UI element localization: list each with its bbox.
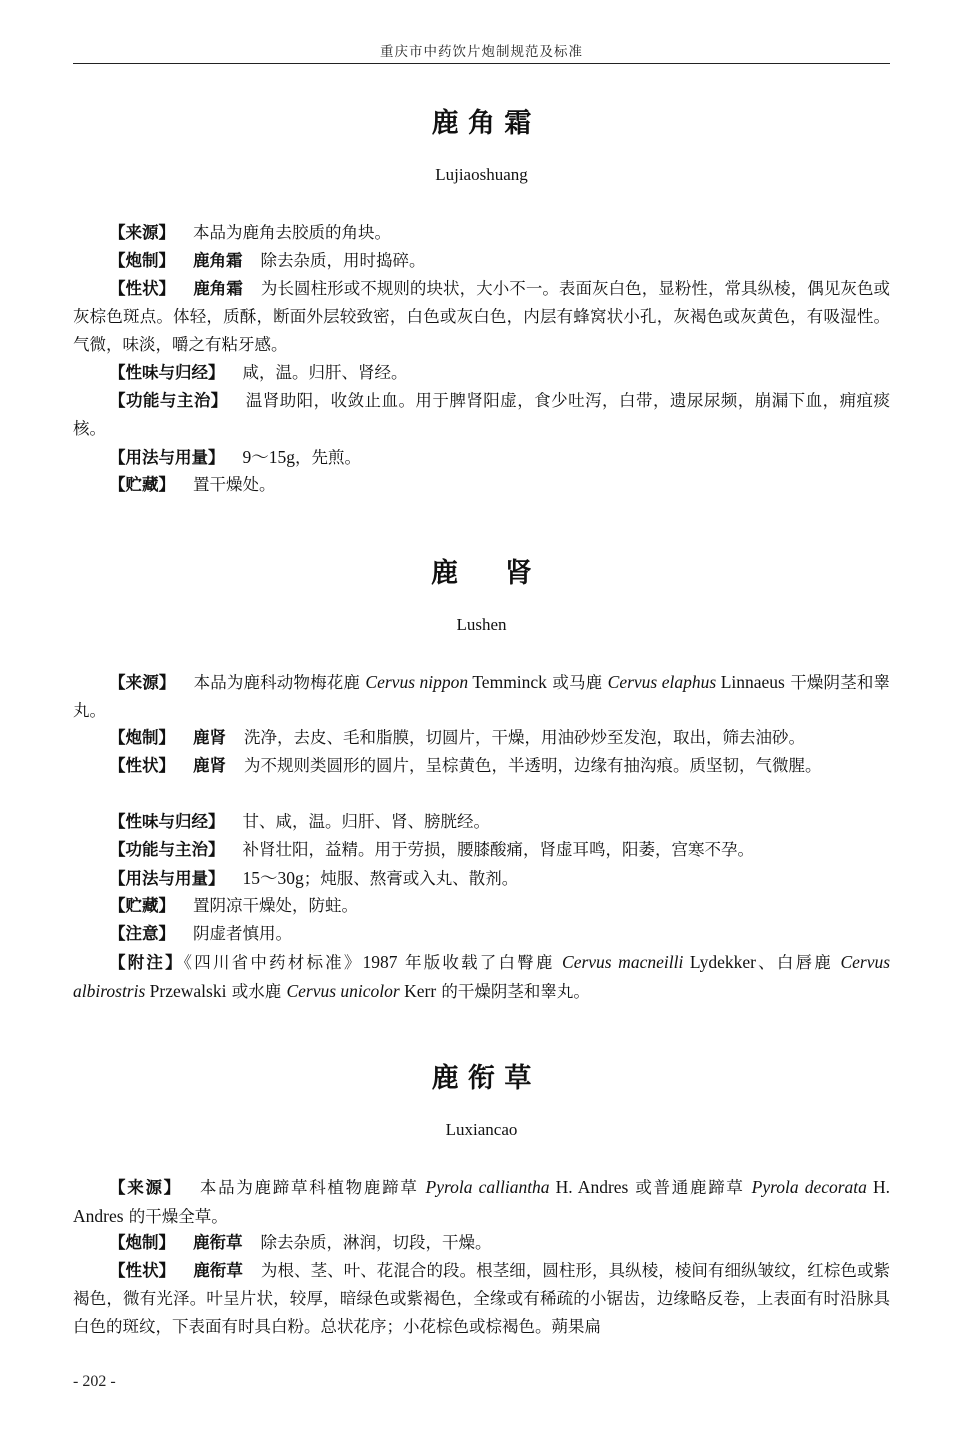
- species-author: Kerr: [399, 981, 437, 1001]
- entry2-source: [73, 668, 890, 725]
- dosage-text: ，先煎。: [295, 448, 361, 467]
- entry-pinyin-lujiaoshuang: Lujiaoshuang: [435, 165, 528, 184]
- note-text-1: 《四川省中药材标准》: [183, 953, 363, 972]
- properties-sub: 鹿肾: [193, 756, 226, 775]
- source-text-1: 本品为鹿科动物梅花鹿: [193, 673, 366, 692]
- entry2-dosage: [73, 864, 890, 893]
- entry2-function: [73, 836, 890, 864]
- processing-sub: 鹿肾: [193, 728, 226, 747]
- storage-text: 置阴凉干燥处，防蛀。: [193, 896, 358, 915]
- nature-text: 咸，温。归肝、肾经。: [242, 363, 408, 382]
- dosage-label: 【用法与用量】: [109, 869, 225, 888]
- function-label: 【功能与主治】: [109, 391, 228, 410]
- dosage-amount: 15～30g: [242, 868, 304, 888]
- species-author: Lydekker: [683, 952, 756, 972]
- function-text: 温肾助阳，收敛止血。用于脾肾阳虚，食少吐泻，白带，遗尿尿频，崩漏下血，痈疽痰核。: [73, 391, 891, 438]
- note-text-5: 的干燥阴茎和睾丸。: [436, 982, 590, 1001]
- dosage-label: 【用法与用量】: [109, 448, 225, 467]
- properties-text: 为根、茎、叶、花混合的段。根茎细，圆柱形，具纵棱，棱间有细纵皱纹，红棕色或紫褐色，微有光泽。叶呈片状，较厚，暗绿色或紫褐色，全缘或有稀疏的小锯齿，边缘略反卷，上表面有时沿脉具白色的斑纹，下表面有时具白粉。总状花序；小花棕色或棕褐色。蒴果扁: [73, 1261, 891, 1336]
- storage-label: 【贮藏】: [109, 896, 175, 915]
- species-name: Cervus albirostris: [73, 952, 891, 1001]
- properties-sub: 鹿角霜: [193, 279, 243, 298]
- properties-sub: 鹿衔草: [193, 1261, 243, 1280]
- entry-title-luxiancao: 鹿 衔 草: [431, 1063, 532, 1094]
- entry-title-lujiaoshuang: 鹿 角 霜: [431, 108, 532, 139]
- entry2-nature: [73, 808, 890, 836]
- source-text-3: 的干燥全草。: [123, 1207, 228, 1226]
- note-year: 1987: [362, 952, 398, 972]
- entry1-function: [73, 387, 890, 443]
- entry3-processing: [73, 1229, 890, 1257]
- entry2-note: [73, 948, 890, 1006]
- nature-label: 【性味与归经】: [109, 812, 225, 831]
- processing-text: 洗净，去皮、毛和脂膜，切圆片，干燥，用油砂炒至发泡，取出，筛去油砂。: [244, 728, 805, 747]
- header-rule: [73, 63, 890, 64]
- entry1-dosage: [73, 443, 890, 472]
- species-author: Przewalski: [145, 981, 227, 1001]
- source-text-1: 本品为鹿蹄草科植物鹿蹄草: [199, 1178, 426, 1197]
- species-author: Temminck: [468, 672, 547, 692]
- processing-sub: 鹿衔草: [193, 1233, 243, 1252]
- properties-label: 【性状】: [109, 756, 175, 775]
- note-text-4: 或水鹿: [226, 982, 287, 1001]
- source-text-2: 或马鹿: [546, 673, 608, 692]
- entry2-properties: [73, 752, 890, 780]
- nature-label: 【性味与归经】: [109, 363, 225, 382]
- species-name: Cervus unicolor: [286, 981, 400, 1001]
- species-name: Cervus elaphus: [607, 672, 717, 692]
- dosage-amount: 9～15g: [242, 447, 295, 467]
- storage-label: 【贮藏】: [109, 475, 175, 494]
- species-name: Pyrola decorata: [751, 1177, 867, 1197]
- species-author: Linnaeus: [716, 672, 785, 692]
- entry1-storage: [73, 471, 890, 499]
- running-header: 重庆市中药饮片炮制规范及标准: [380, 44, 583, 60]
- note-text-3: 、白唇鹿: [755, 953, 841, 972]
- storage-text: 置干燥处。: [193, 475, 276, 494]
- entry1-nature: [73, 359, 890, 387]
- function-label: 【功能与主治】: [109, 840, 225, 859]
- species-name: Pyrola calliantha: [425, 1177, 550, 1197]
- processing-label: 【炮制】: [109, 728, 175, 747]
- function-text: 补肾壮阳，益精。用于劳损，腰膝酸痛，肾虚耳鸣，阳萎，宫寒不孕。: [242, 840, 754, 859]
- species-author: H. Andres: [549, 1177, 629, 1197]
- processing-text: 除去杂质，淋润，切段，干燥。: [260, 1233, 492, 1252]
- page-number: - 202 -: [73, 1373, 116, 1390]
- entry1-processing: [73, 247, 890, 275]
- species-name: Cervus macneilli: [562, 952, 684, 972]
- processing-text: 除去杂质，用时捣碎。: [260, 251, 426, 270]
- source-label: 【来源】: [109, 673, 176, 692]
- properties-label: 【性状】: [109, 1261, 176, 1280]
- note-label: 【附注】: [109, 953, 184, 972]
- entry2-processing: [73, 724, 890, 752]
- entry1-source: [73, 219, 890, 247]
- entry-pinyin-lushen: Lushen: [456, 615, 507, 634]
- dosage-text: ；炖服、熬膏或入丸、散剂。: [303, 869, 519, 888]
- processing-label: 【炮制】: [109, 1233, 175, 1252]
- source-text: 本品为鹿角去胶质的角块。: [193, 223, 391, 242]
- properties-text: 为长圆柱形或不规则的块状，大小不一。表面灰白色，显粉性，常具纵棱，偶见灰色或灰棕色斑点。体轻，质酥，断面外层较致密，白色或灰白色，内层有蜂窝状小孔，灰褐色或灰黄色，有吸湿性。气微，味淡，嚼之有粘牙感。: [73, 279, 891, 354]
- caution-text: 阴虚者慎用。: [193, 924, 292, 943]
- source-label: 【来源】: [109, 1178, 182, 1197]
- source-text-3: 干燥阴茎和睾丸。: [73, 673, 890, 720]
- processing-sub: 鹿角霜: [193, 251, 243, 270]
- species-author: H. Andres: [73, 1177, 891, 1226]
- caution-label: 【注意】: [109, 924, 175, 943]
- entry3-source: [73, 1173, 890, 1231]
- properties-text: 为不规则类圆形的圆片，呈棕黄色，半透明，边缘有抽沟痕。质坚韧，气微腥。: [244, 756, 822, 775]
- entry2-caution: [73, 920, 890, 948]
- entry2-storage: [73, 892, 890, 920]
- nature-text: 甘、咸，温。归肝、肾、膀胱经。: [242, 812, 490, 831]
- note-text-2: 年版收载了白臀鹿: [397, 953, 563, 972]
- source-text-2: 或普通鹿蹄草: [628, 1178, 752, 1197]
- entry3-properties: [73, 1257, 890, 1341]
- entry-title-lushen: 鹿 肾: [431, 558, 532, 589]
- properties-label: 【性状】: [109, 279, 176, 298]
- entry1-properties: [73, 275, 890, 359]
- source-label: 【来源】: [109, 223, 175, 242]
- species-name: Cervus nippon: [365, 672, 469, 692]
- processing-label: 【炮制】: [109, 251, 175, 270]
- entry-pinyin-luxiancao: Luxiancao: [445, 1120, 518, 1139]
